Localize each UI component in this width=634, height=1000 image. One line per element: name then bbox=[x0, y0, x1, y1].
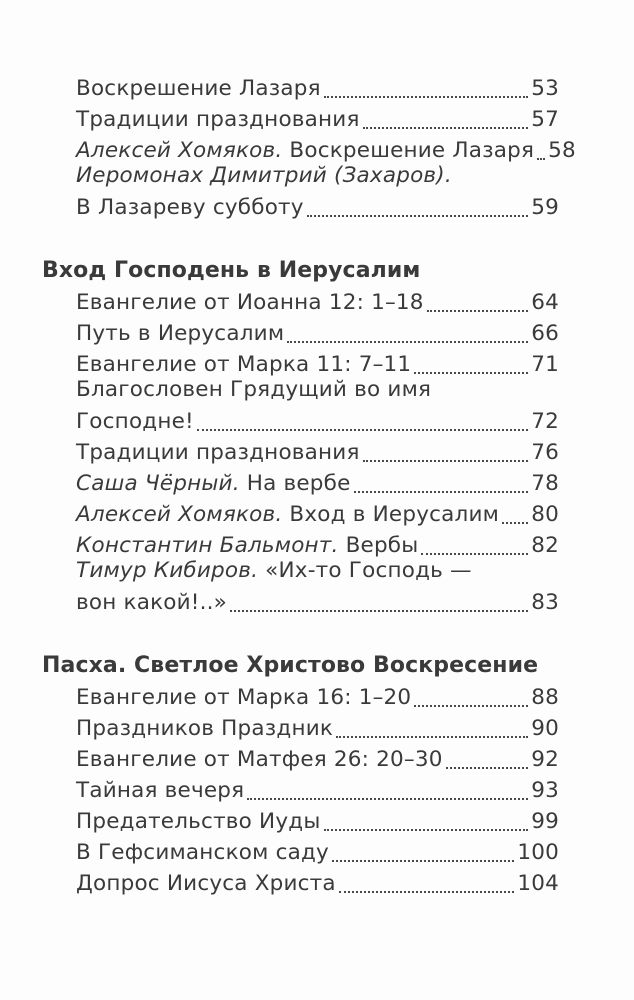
page-number: 76 bbox=[531, 440, 559, 465]
page-number: 82 bbox=[531, 533, 559, 558]
page-number: 104 bbox=[517, 871, 559, 896]
entry-title: Вербы bbox=[345, 533, 419, 558]
page-number: 80 bbox=[531, 502, 559, 527]
toc-entry[interactable] bbox=[76, 710, 559, 742]
toc-entry[interactable] bbox=[76, 403, 559, 435]
page-number: 90 bbox=[531, 716, 559, 741]
dot-leader bbox=[230, 607, 528, 612]
entry-title: Евангелие от Марка 11: 7–11 bbox=[76, 352, 412, 377]
dot-leader bbox=[363, 124, 529, 129]
page-number: 100 bbox=[517, 840, 559, 865]
toc-entry[interactable] bbox=[76, 803, 559, 835]
entry-author: Константин Бальмонт. bbox=[76, 533, 339, 558]
entry-title-line: Благословен Грядущий во имя bbox=[76, 377, 432, 402]
toc-entry[interactable] bbox=[76, 434, 559, 466]
toc-entry[interactable] bbox=[76, 496, 559, 528]
entry-title: вон какой!..» bbox=[76, 590, 228, 615]
toc-entry[interactable] bbox=[76, 315, 559, 347]
entry-title: В Лазареву субботу bbox=[76, 195, 304, 220]
entry-title: Традиции празднования bbox=[76, 440, 360, 465]
entry-title: Евангелие от Марка 16: 1–20 bbox=[76, 685, 412, 710]
dot-leader bbox=[307, 212, 529, 217]
page-number: 71 bbox=[531, 352, 559, 377]
section-heading: Пасха. Светлое Христово Воскресение bbox=[42, 653, 539, 678]
page-number: 53 bbox=[531, 76, 559, 101]
dot-leader bbox=[354, 488, 529, 493]
entry-author: Тимур Кибиров. bbox=[76, 558, 259, 583]
dot-leader bbox=[414, 702, 528, 707]
entry-title: Воскрешение Лазаря bbox=[289, 138, 535, 163]
dot-leader bbox=[324, 93, 529, 98]
dot-leader bbox=[324, 826, 529, 831]
entry-title: Евангелие от Иоанна 12: 1–18 bbox=[76, 290, 424, 315]
page-number: 72 bbox=[531, 409, 559, 434]
entry-title-line bbox=[76, 558, 559, 584]
toc-entry[interactable] bbox=[76, 865, 559, 897]
page-number: 58 bbox=[548, 138, 576, 163]
page-number: 59 bbox=[531, 195, 559, 220]
page-number: 57 bbox=[531, 107, 559, 132]
page-number: 88 bbox=[531, 685, 559, 710]
entry-title: В Гефсиманском саду bbox=[76, 840, 329, 865]
entry-title: Предательство Иуды bbox=[76, 809, 321, 834]
entry-title: Вход в Иерусалим bbox=[289, 502, 500, 527]
page-number: 92 bbox=[531, 747, 559, 772]
toc-entry[interactable] bbox=[76, 346, 559, 378]
entry-title: Традиции празднования bbox=[76, 107, 360, 132]
toc-entry[interactable] bbox=[76, 101, 559, 133]
toc-entry[interactable] bbox=[76, 70, 559, 102]
page-number: 66 bbox=[531, 321, 559, 346]
toc-entry[interactable] bbox=[76, 465, 559, 497]
entry-title: На вербе bbox=[246, 471, 351, 496]
toc-entry[interactable] bbox=[76, 679, 559, 711]
dot-leader bbox=[427, 307, 529, 312]
dot-leader bbox=[332, 857, 514, 862]
entry-title: Евангелие от Матфея 26: 20–30 bbox=[76, 747, 443, 772]
entry-author: Алексей Хомяков. bbox=[76, 502, 283, 527]
entry-title: Путь в Иерусалим bbox=[76, 321, 285, 346]
entry-author: Иеромонах Димитрий (Захаров). bbox=[76, 163, 452, 188]
toc-entry[interactable] bbox=[76, 189, 559, 221]
dot-leader bbox=[537, 155, 545, 160]
entry-author: Алексей Хомяков. bbox=[76, 138, 283, 163]
section-heading: Вход Господень в Иерусалим bbox=[42, 258, 421, 283]
dot-leader bbox=[363, 457, 529, 462]
toc-entry[interactable] bbox=[76, 834, 559, 866]
page-number: 78 bbox=[531, 471, 559, 496]
page-number: 83 bbox=[531, 590, 559, 615]
entry-title-part: «Их-то Господь — bbox=[265, 558, 472, 583]
dot-leader bbox=[339, 888, 515, 893]
toc-entry[interactable] bbox=[76, 772, 559, 804]
dot-leader bbox=[421, 550, 528, 555]
dot-leader bbox=[197, 426, 528, 431]
page-number: 93 bbox=[531, 778, 559, 803]
dot-leader bbox=[446, 764, 529, 769]
entry-title: Господне! bbox=[76, 409, 194, 434]
toc-entry[interactable] bbox=[76, 741, 559, 773]
dot-leader bbox=[287, 338, 528, 343]
dot-leader bbox=[414, 369, 528, 374]
toc-entry[interactable] bbox=[76, 284, 559, 316]
page-number: 64 bbox=[531, 290, 559, 315]
entry-title: Допрос Иисуса Христа bbox=[76, 871, 336, 896]
toc-entry[interactable] bbox=[76, 132, 576, 164]
entry-title: Праздников Праздник bbox=[76, 716, 334, 741]
page-number: 99 bbox=[531, 809, 559, 834]
dot-leader bbox=[247, 795, 528, 800]
toc-entry[interactable] bbox=[76, 584, 559, 616]
entry-author: Саша Чёрный. bbox=[76, 471, 240, 496]
dot-leader bbox=[502, 519, 528, 524]
dot-leader bbox=[336, 733, 528, 738]
entry-title: Воскрешение Лазаря bbox=[76, 76, 321, 101]
entry-title: Тайная вечеря bbox=[76, 778, 245, 803]
toc-entry[interactable] bbox=[76, 527, 559, 559]
